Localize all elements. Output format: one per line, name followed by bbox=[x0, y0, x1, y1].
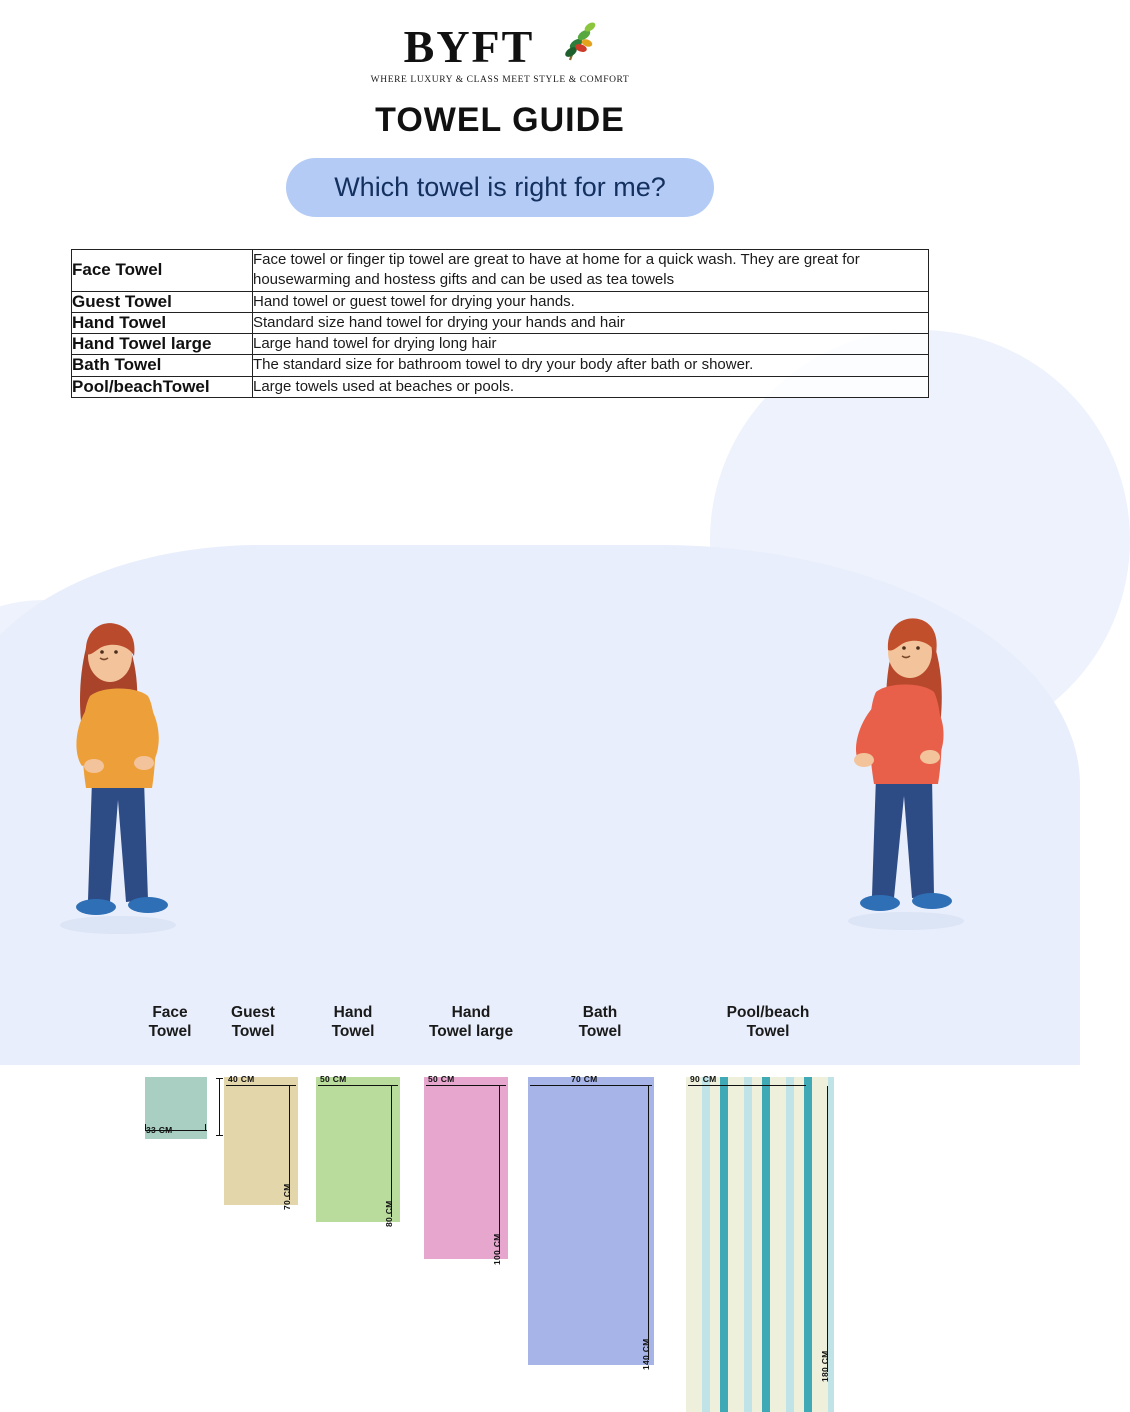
table-row bbox=[72, 376, 929, 397]
towel-label-hand: Hand Towel bbox=[331, 1003, 375, 1040]
question-banner: Which towel is right for me? bbox=[286, 158, 714, 217]
brand-tagline: WHERE LUXURY & CLASS MEET STYLE & COMFORT bbox=[370, 75, 630, 85]
pool-width-rule bbox=[688, 1085, 806, 1086]
bath-width-rule bbox=[530, 1085, 652, 1086]
table-row bbox=[72, 291, 929, 312]
towel-desc-cell: Hand towel or guest towel for drying your hands. bbox=[253, 291, 929, 312]
towel-swatch-bath bbox=[528, 1077, 654, 1365]
brand-header bbox=[0, 0, 1000, 85]
table-row bbox=[72, 250, 929, 292]
towel-name-cell: Hand Towel large bbox=[72, 334, 253, 355]
towel-swatch-hand-large bbox=[424, 1077, 508, 1259]
face-height-rule bbox=[219, 1078, 220, 1136]
hand-width-label: 50 CM bbox=[320, 1073, 347, 1084]
pool-height-label: 180 CM bbox=[820, 1350, 830, 1382]
towel-desc-cell: The standard size for bathroom towel to dry your body after bath or shower. bbox=[253, 355, 929, 376]
towel-swatch-pool-beach bbox=[686, 1077, 834, 1412]
towel-name-cell: Pool/beachTowel bbox=[72, 376, 253, 397]
pool-height-rule bbox=[827, 1086, 828, 1372]
hand-large-height-label: 100 CM bbox=[492, 1233, 502, 1265]
towel-name-cell: Guest Towel bbox=[72, 291, 253, 312]
table-row bbox=[72, 334, 929, 355]
towel-description-table bbox=[71, 249, 929, 398]
brand-name: BYFT bbox=[403, 21, 535, 72]
towel-name-cell: Bath Towel bbox=[72, 355, 253, 376]
guest-height-label: 70 CM bbox=[282, 1183, 292, 1210]
table-row bbox=[72, 312, 929, 333]
hand-large-width-label: 50 CM bbox=[428, 1073, 455, 1084]
towel-desc-cell: Face towel or finger tip towel are great to have at home for a quick wash. They are great for housewarming and hostess gifts and can be used as tea towels bbox=[253, 250, 929, 292]
towel-label-pool-beach: Pool/beach Towel bbox=[726, 1003, 810, 1040]
towel-label-face: Face Towel bbox=[148, 1003, 192, 1040]
face-height-tick-bottom bbox=[216, 1135, 223, 1136]
pool-width-label: 90 CM bbox=[690, 1073, 717, 1084]
towel-desc-cell: Large hand towel for drying long hair bbox=[253, 334, 929, 355]
face-width-label: 33 CM bbox=[146, 1124, 173, 1135]
face-height-tick-top bbox=[216, 1078, 223, 1079]
bath-width-label: 70 CM bbox=[571, 1073, 598, 1084]
hand-large-height-rule bbox=[499, 1086, 500, 1254]
woman-holding-towel-illustration-right bbox=[836, 596, 976, 936]
hand-width-rule bbox=[318, 1085, 398, 1086]
brand-logo bbox=[403, 21, 597, 72]
towel-name-cell: Face Towel bbox=[72, 250, 253, 292]
towel-label-bath: Bath Towel bbox=[578, 1003, 622, 1040]
towel-label-hand-large: Hand Towel large bbox=[428, 1003, 514, 1040]
table-row bbox=[72, 355, 929, 376]
hand-height-label: 80 CM bbox=[384, 1200, 394, 1227]
guest-width-label: 40 CM bbox=[228, 1073, 255, 1084]
towel-desc-cell: Standard size hand towel for drying your hands and hair bbox=[253, 312, 929, 333]
towel-desc-cell: Large towels used at beaches or pools. bbox=[253, 376, 929, 397]
hand-large-width-rule bbox=[426, 1085, 506, 1086]
towel-name-cell: Hand Towel bbox=[72, 312, 253, 333]
guest-width-rule bbox=[226, 1085, 296, 1086]
leaf-icon bbox=[540, 18, 596, 69]
bath-height-rule bbox=[648, 1086, 649, 1360]
bath-height-label: 140 CM bbox=[641, 1338, 651, 1370]
towel-label-guest: Guest Towel bbox=[231, 1003, 275, 1040]
woman-holding-towel-illustration-left bbox=[48, 600, 188, 940]
hand-height-rule bbox=[391, 1086, 392, 1217]
page-title: TOWEL GUIDE bbox=[375, 101, 625, 139]
face-width-tick-right bbox=[205, 1124, 206, 1131]
